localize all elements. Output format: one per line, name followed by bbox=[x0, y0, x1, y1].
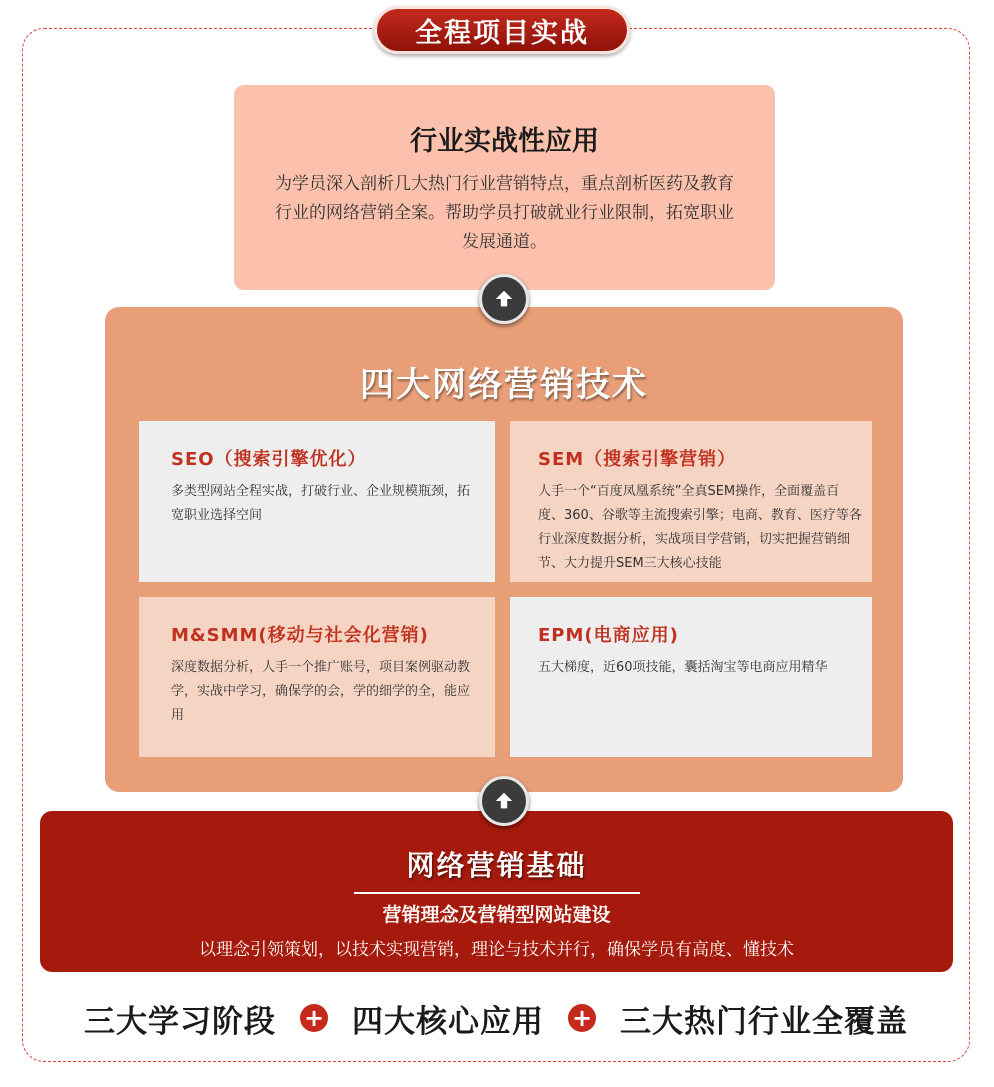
industry-description: 为学员深入剖析几大热门行业营销特点，重点剖析医药及教育行业的网络营销全案。帮助学员打破就业行业限制，拓宽职业发展通道。 bbox=[275, 174, 734, 252]
summary-item: 三大热门行业全覆盖 bbox=[620, 1003, 908, 1040]
foundation-subheading: 营销理念及营销型网站建设 bbox=[382, 904, 611, 926]
card-title: EPM(电商应用) bbox=[538, 625, 679, 646]
arrow-up-icon bbox=[479, 274, 529, 324]
card-description: 深度数据分析，人手一个推广账号，项目案例驱动教学，实战中学习，确保学的会，学的细学的全，能应用 bbox=[171, 660, 471, 723]
card-sem bbox=[510, 421, 872, 582]
arrow-up-icon bbox=[479, 776, 529, 826]
summary-item: 三大学习阶段 bbox=[84, 1003, 276, 1040]
industry-box bbox=[234, 85, 775, 290]
card-msmm bbox=[139, 597, 495, 757]
card-title: M&SMM(移动与社会化营销) bbox=[171, 625, 429, 646]
card-epm bbox=[510, 597, 872, 757]
industry-heading: 行业实战性应用 bbox=[410, 126, 599, 157]
foundation-description: 以理念引领策划，以技术实现营销，理论与技术并行，确保学员有高度、懂技术 bbox=[199, 940, 794, 960]
card-description: 人手一个“百度凤凰系统”全真SEM操作，全面覆盖百度、360、谷歌等主流搜索引擎；电商、教育、医疗等各行业深度数据分析，实战项目学营销，切实把握营销细节、大力提升SEM三大核心技能 bbox=[538, 484, 862, 571]
foundation-heading: 网络营销基础 bbox=[406, 849, 587, 882]
foundation-box bbox=[40, 811, 953, 972]
summary-item: 四大核心应用 bbox=[352, 1003, 544, 1040]
divider bbox=[354, 892, 640, 894]
techniques-box bbox=[105, 307, 903, 792]
page-title: 全程项目实战 bbox=[374, 6, 630, 54]
summary-row bbox=[22, 990, 970, 1046]
card-description: 五大梯度，近60项技能，囊括淘宝等电商应用精华 bbox=[538, 660, 828, 675]
card-seo bbox=[139, 421, 495, 582]
card-title: SEO（搜索引擎优化） bbox=[171, 449, 367, 470]
techniques-heading: 四大网络营销技术 bbox=[360, 365, 648, 405]
card-title: SEM（搜索引擎营销） bbox=[538, 449, 737, 470]
card-description: 多类型网站全程实战，打破行业、企业规模瓶颈，拓宽职业选择空间 bbox=[171, 484, 471, 523]
plus-icon: + bbox=[568, 1004, 596, 1032]
plus-icon: + bbox=[300, 1004, 328, 1032]
